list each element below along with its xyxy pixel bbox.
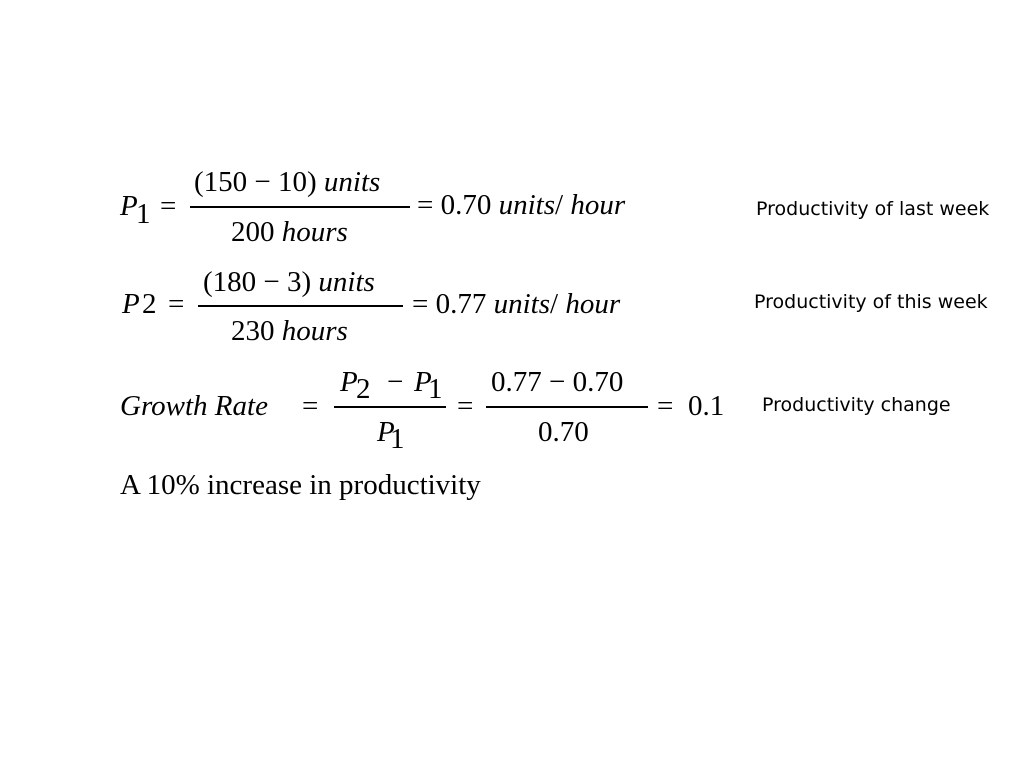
eq1-numerator-unit: units <box>323 166 381 198</box>
eq2-result-unit-b: hour <box>565 288 621 320</box>
eq1-numerator-value: (150 − 10) <box>194 166 317 198</box>
eq1-equals: = <box>160 190 177 222</box>
eq1-result-value: 0.70 <box>440 189 492 221</box>
eq3-f1-num-p2: P <box>340 366 358 398</box>
eq1-result-unit-b: hour <box>570 189 626 221</box>
eq2-lhs-subscript: 2 <box>142 288 157 320</box>
eq1-denominator-unit: hours <box>281 216 348 248</box>
eq2-result-equals: = <box>412 288 429 320</box>
eq3-f1-den-sub: 1 <box>390 423 405 455</box>
eq1-result-equals: = <box>417 189 434 221</box>
eq1-denominator <box>231 218 348 247</box>
eq2-result-slash: / <box>550 288 559 320</box>
eq2-denominator-value: 230 <box>231 315 275 347</box>
eq1-result <box>417 191 625 220</box>
eq2-result <box>412 290 620 319</box>
eq1-numerator <box>194 168 380 197</box>
eq3-result-value: 0.1 <box>688 390 725 422</box>
eq3-f1-fraction-bar <box>334 406 446 408</box>
eq3-f2-denominator: 0.70 <box>538 416 589 448</box>
eq3-f2-fraction-bar <box>486 406 648 408</box>
conclusion-text: A 10% increase in productivity <box>120 469 481 501</box>
eq3-f1-den-p: P <box>377 416 395 448</box>
eq3-lhs: Growth Rate <box>120 390 268 422</box>
eq3-f1-num-minus: − <box>387 366 404 398</box>
eq2-result-unit-a: units <box>493 288 551 320</box>
eq1-lhs-symbol: P <box>120 190 138 222</box>
eq2-fraction-bar <box>198 305 403 307</box>
eq2-denominator-unit: hours <box>281 315 348 347</box>
eq3-result-equals: = <box>657 390 674 422</box>
eq3-f2-numerator: 0.77 − 0.70 <box>491 366 624 398</box>
eq3-f1-num-p2-sub: 2 <box>356 373 371 405</box>
eq2-equals: = <box>168 288 185 320</box>
eq2-lhs-symbol: P <box>122 288 140 320</box>
eq3-f1-num-p1-sub: 1 <box>428 373 443 405</box>
eq1-result-unit-a: units <box>498 189 556 221</box>
eq1-result-slash: / <box>555 189 564 221</box>
eq1-denominator-value: 200 <box>231 216 275 248</box>
eq3-f1-num-p1: P <box>414 366 432 398</box>
eq2-denominator <box>231 317 348 346</box>
eq2-result-value: 0.77 <box>435 288 487 320</box>
eq1-lhs-subscript: 1 <box>136 198 151 230</box>
label-productivity-last-week: Productivity of last week <box>756 198 990 220</box>
eq3-equals-mid: = <box>457 390 474 422</box>
eq2-numerator-unit: units <box>318 266 375 298</box>
eq3-equals: = <box>302 390 319 422</box>
eq1-fraction-bar <box>190 206 410 208</box>
label-productivity-change: Productivity change <box>762 394 951 416</box>
label-productivity-this-week: Productivity of this week <box>754 291 988 313</box>
eq2-numerator-value: (180 − 3) <box>203 266 312 298</box>
eq2-numerator <box>203 268 375 297</box>
